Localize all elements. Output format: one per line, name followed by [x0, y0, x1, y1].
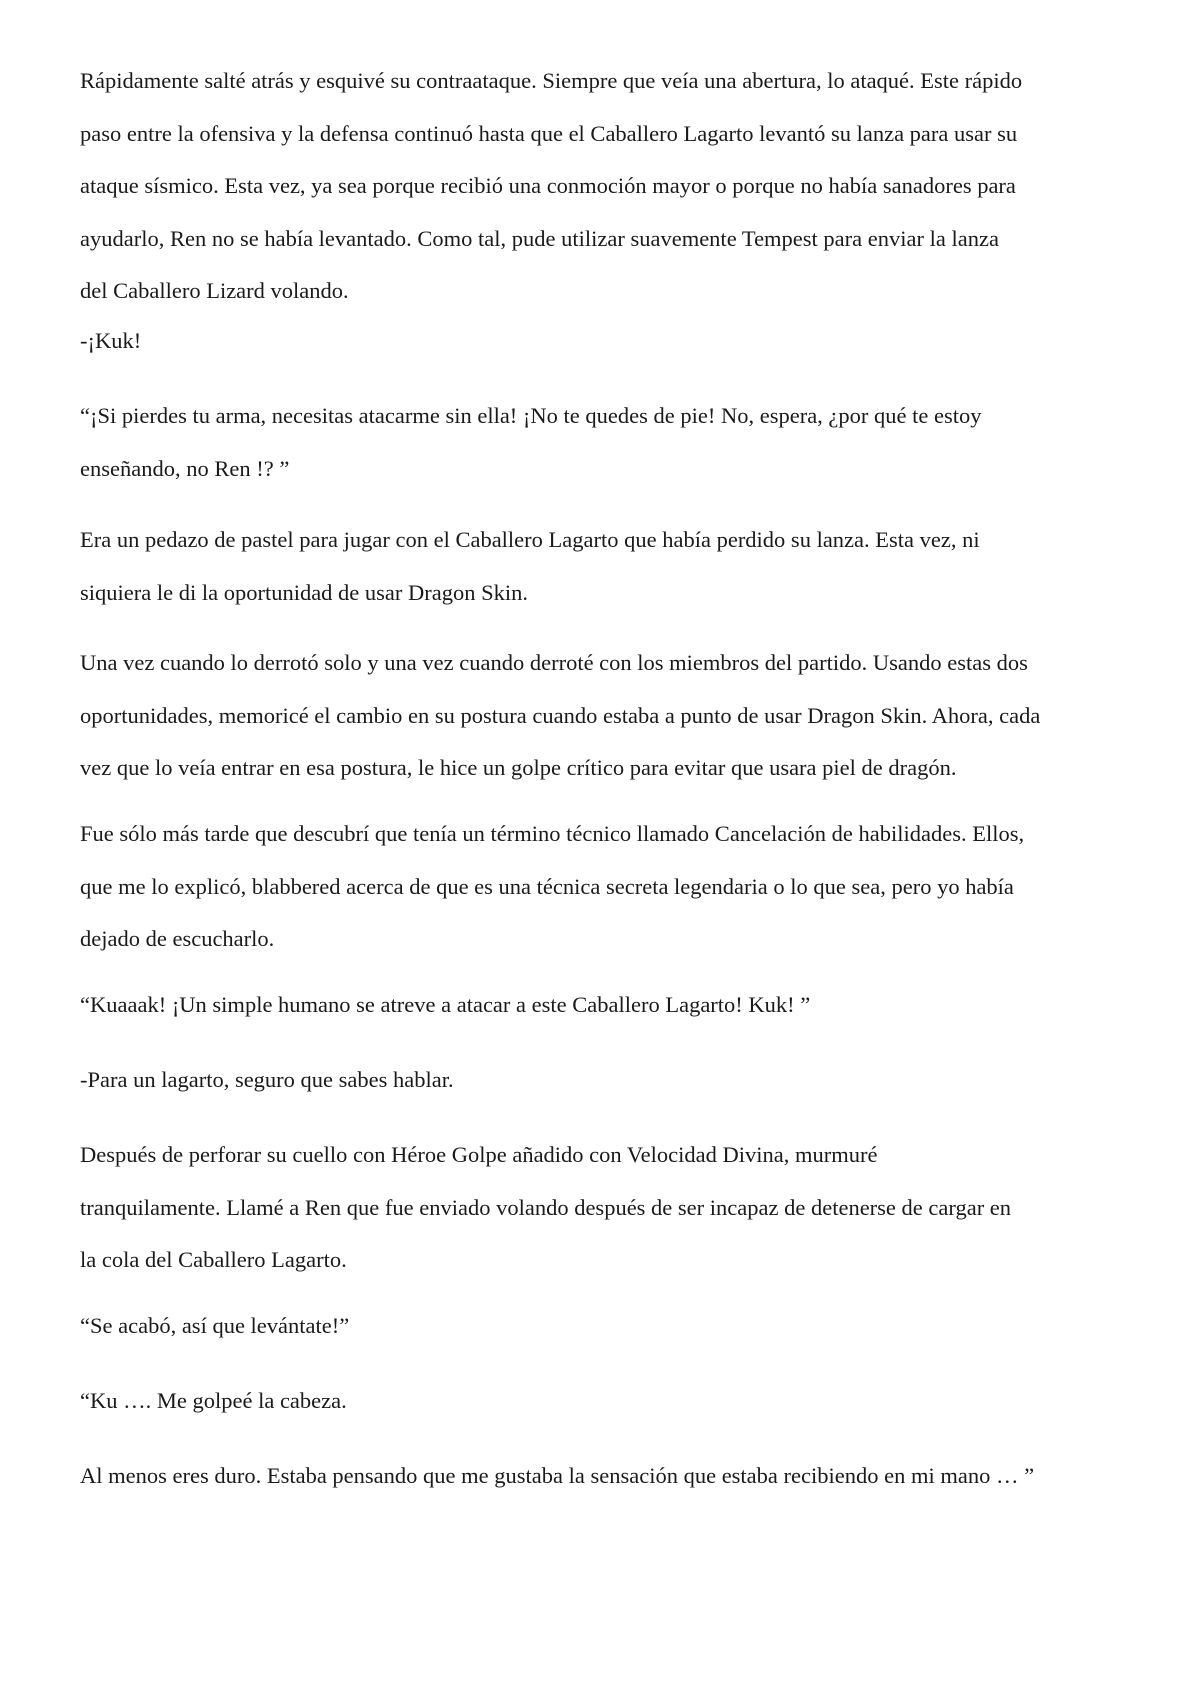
paragraph-hit-head: “Ku …. Me golpeé la cabeza.: [80, 1388, 347, 1413]
paragraph-kuk-shout: -¡Kuk!: [80, 328, 142, 353]
paragraph-kuaaak-dialogue: “Kuaaak! ¡Un simple humano se atreve a atacar a este Caballero Lagarto! Kuk! ”: [80, 992, 811, 1017]
paragraph-skill-cancel: Fue sólo más tarde que descubrí que tenía un término técnico llamado Cancelación de habilidades. Ellos, que me lo explicó, blabbered acerca de que es una técnica secreta legendaria o lo que sea, pero yo había dejado de escucharlo.: [80, 821, 1025, 951]
paragraph-hero-strike: Después de perforar su cuello con Héroe Golpe añadido con Velocidad Divina, murmuré tranquilamente. Llamé a Ren que fue enviado volando después de ser incapaz de detenerse de cargar en la cola del Caballero Lagarto.: [80, 1142, 1012, 1272]
paragraph-lizard-talk: -Para un lagarto, seguro que sabes hablar.: [80, 1067, 454, 1092]
paragraph-fight-exchange: Rápidamente salté atrás y esquivé su contraataque. Siempre que veía una abertura, lo ataqué. Este rápido paso entre la ofensiva y la defensa continuó hasta que el Caballero Lagarto levantó su lanza para usar su ataque sísmico. Esta vez, ya sea porque recibió una conmoción mayor o porque no había sanadores para ayudarlo, Ren no se había levantado. Como tal, pude utilizar suavemente Tempest para enviar la lanza del Caballero Lizard volando.: [80, 68, 1023, 303]
paragraph-weapon-dialogue: “¡Si pierdes tu arma, necesitas atacarme sin ella! ¡No te quedes de pie! No, espera, ¿por qué te estoy enseñando, no Ren !? ”: [80, 403, 982, 481]
paragraph-get-up: “Se acabó, así que levántate!”: [80, 1313, 350, 1338]
paragraph-piece-of-cake: Era un pedazo de pastel para jugar con el Caballero Lagarto que había perdido su lanza. Esta vez, ni siquiera le di la oportunidad de usar Dragon Skin.: [80, 527, 980, 605]
paragraph-dragon-skin-posture: Una vez cuando lo derrotó solo y una vez cuando derroté con los miembros del partido. Usando estas dos oportunidades, memoricé el cambio en su postura cuando estaba a punto de usar Dragon Skin. Ahora, cada vez que lo veía entrar en esa postura, le hice un golpe crítico para evitar que usara piel de dragón.: [80, 650, 1041, 780]
paragraph-at-least-tough: Al menos eres duro. Estaba pensando que me gustaba la sensación que estaba recibiendo en mi mano … ”: [80, 1463, 1035, 1488]
